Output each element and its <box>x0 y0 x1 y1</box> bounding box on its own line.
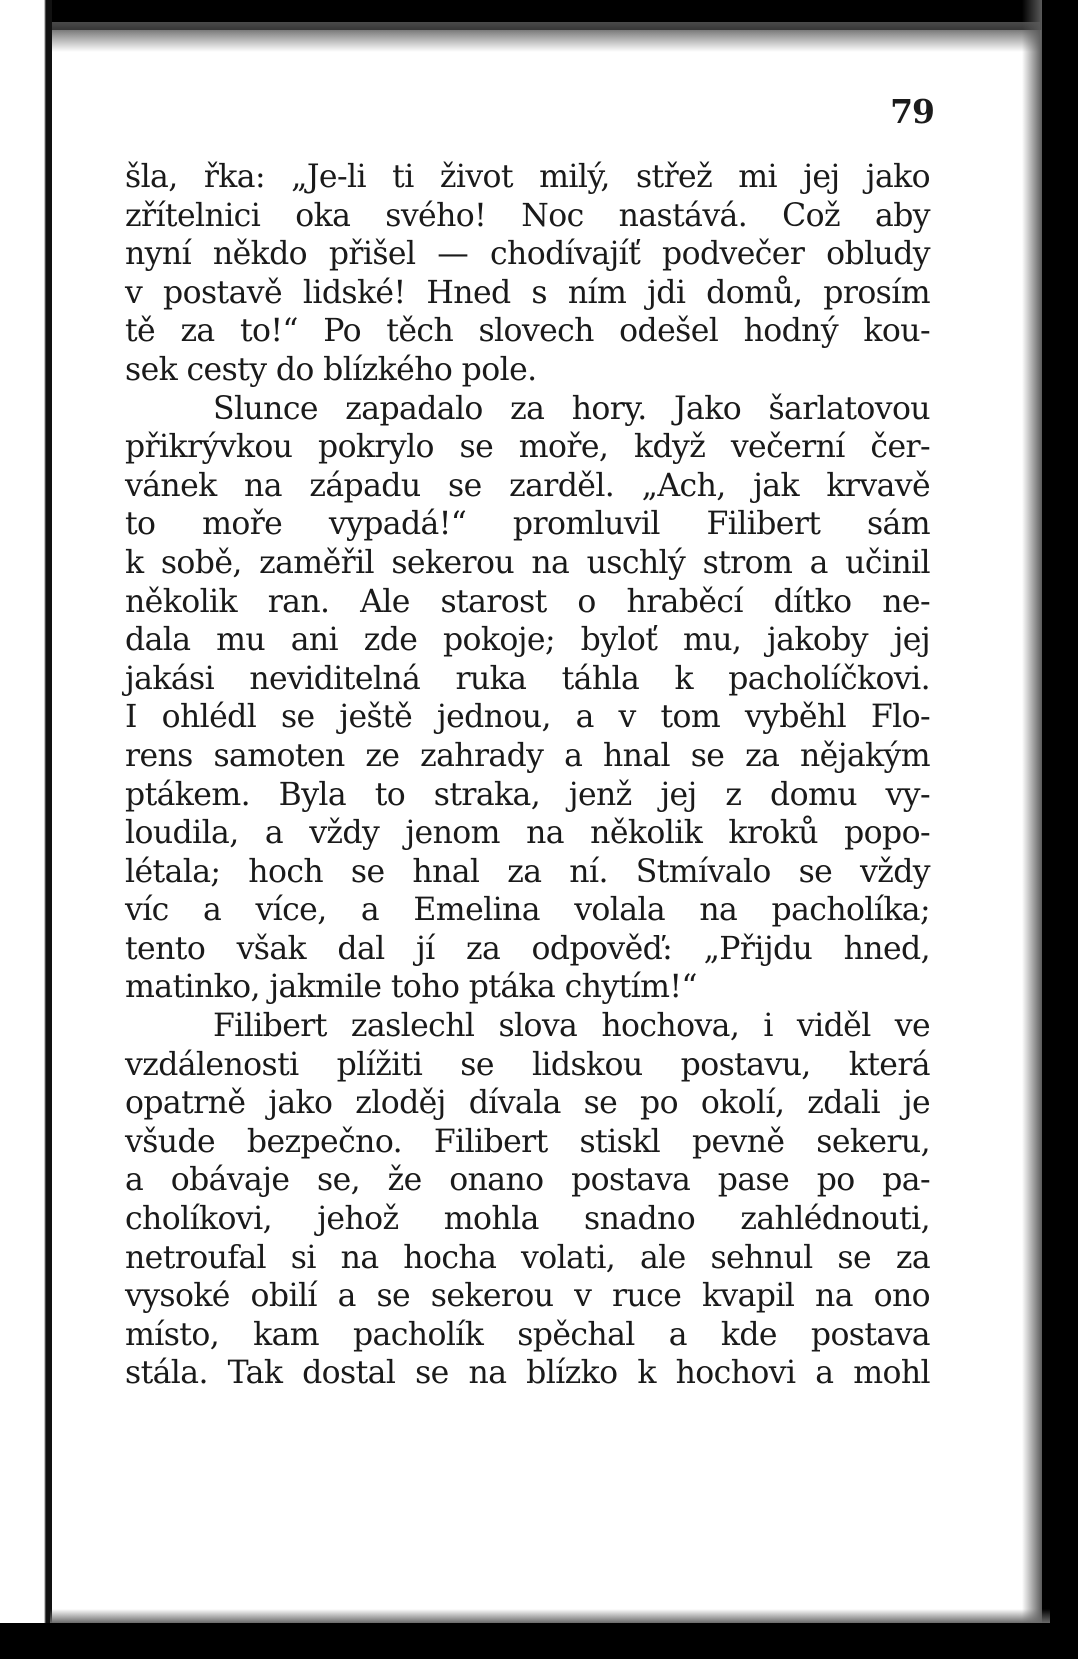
text-line: matinko, jakmile toho ptáka chytím!“ <box>125 969 697 1006</box>
text-line: přikrývkou pokrylo se moře, když večerní čer- <box>125 429 930 466</box>
text-line: sek cesty do blízkého pole. <box>125 351 537 388</box>
text-line: všude bezpečno. Filibert stiskl pevně sekeru, <box>125 1123 930 1160</box>
text-line: několik ran. Ale starost o hraběcí dítko ne- <box>125 583 930 620</box>
text-line: zřítelnici oka svého! Noc nastává. Což aby <box>125 197 930 234</box>
text-line: dala mu ani zde pokoje; byloť mu, jakoby jej <box>125 622 930 659</box>
scan-right-shadow <box>1022 0 1042 1659</box>
text-line: netroufal si na hocha volati, ale sehnul se za <box>125 1239 930 1276</box>
text-line: Slunce zapadalo za hory. Jako šarlatovou <box>213 390 930 427</box>
text-line: a obávaje se, že onano postava pase po pa- <box>125 1162 930 1199</box>
text-line: nyní někdo přišel — chodívajíť podvečer obludy <box>125 236 930 273</box>
text-line: I ohlédl se ještě jednou, a v tom vyběhl Flo- <box>125 699 930 736</box>
page-number: 79 <box>890 92 934 131</box>
book-spine-line <box>0 0 52 1659</box>
text-line: Filibert zaslechl slova hochova, i viděl ve <box>213 1008 930 1045</box>
text-line: šla, řka: „Je-li ti život milý, střež mi jej jako <box>125 159 930 195</box>
text-line: opatrně jako zloděj dívala se po okolí, zdali je <box>125 1085 930 1122</box>
text-line: k sobě, zaměřil sekerou na uschlý strom a učinil <box>125 544 930 581</box>
text-line: cholíkovi, jehož mohla snadno zahlédnouti, <box>125 1201 930 1238</box>
text-line: víc a více, a Emelina volala na pacholíka; <box>125 892 930 929</box>
text-line: vzdálenosti plížiti se lidskou postavu, která <box>125 1046 930 1083</box>
text-line: jakási neviditelná ruka táhla k pacholíčkovi. <box>125 660 930 697</box>
text-line: místo, kam pacholík spěchal a kde postava <box>125 1316 930 1353</box>
text-line: tě za to!“ Po těch slovech odešel hodný kou- <box>125 313 930 350</box>
scan-right-border <box>1042 0 1078 1659</box>
text-line: tento však dal jí za odpověď: „Přijdu hned, <box>125 930 930 967</box>
scan-bottom-border <box>0 1623 1078 1659</box>
text-line: to moře vypadá!“ promluvil Filibert sám <box>125 506 930 543</box>
text-line: létala; hoch se hnal za ní. Stmívalo se vždy <box>125 853 930 890</box>
text-line: v postavě lidské! Hned s ním jdi domů, prosím <box>125 274 930 311</box>
text-line: stála. Tak dostal se na blízko k hochovi a mohl <box>125 1355 930 1392</box>
text-line: loudila, a vždy jenom na několik kroků popo- <box>125 815 930 852</box>
scan-bottom-shadow <box>50 1609 1050 1623</box>
text-line: vánek na západu se zarděl. „Ach, jak krvavě <box>125 467 930 504</box>
scan-top-shadow <box>40 22 1040 52</box>
text-line: vysoké obilí a se sekerou v ruce kvapil na ono <box>125 1278 930 1315</box>
body-text <box>125 158 930 1393</box>
text-line: ptákem. Byla to straka, jenž jej z domu vy- <box>125 776 930 813</box>
text-line: rens samoten ze zahrady a hnal se za nějakým <box>125 737 930 774</box>
